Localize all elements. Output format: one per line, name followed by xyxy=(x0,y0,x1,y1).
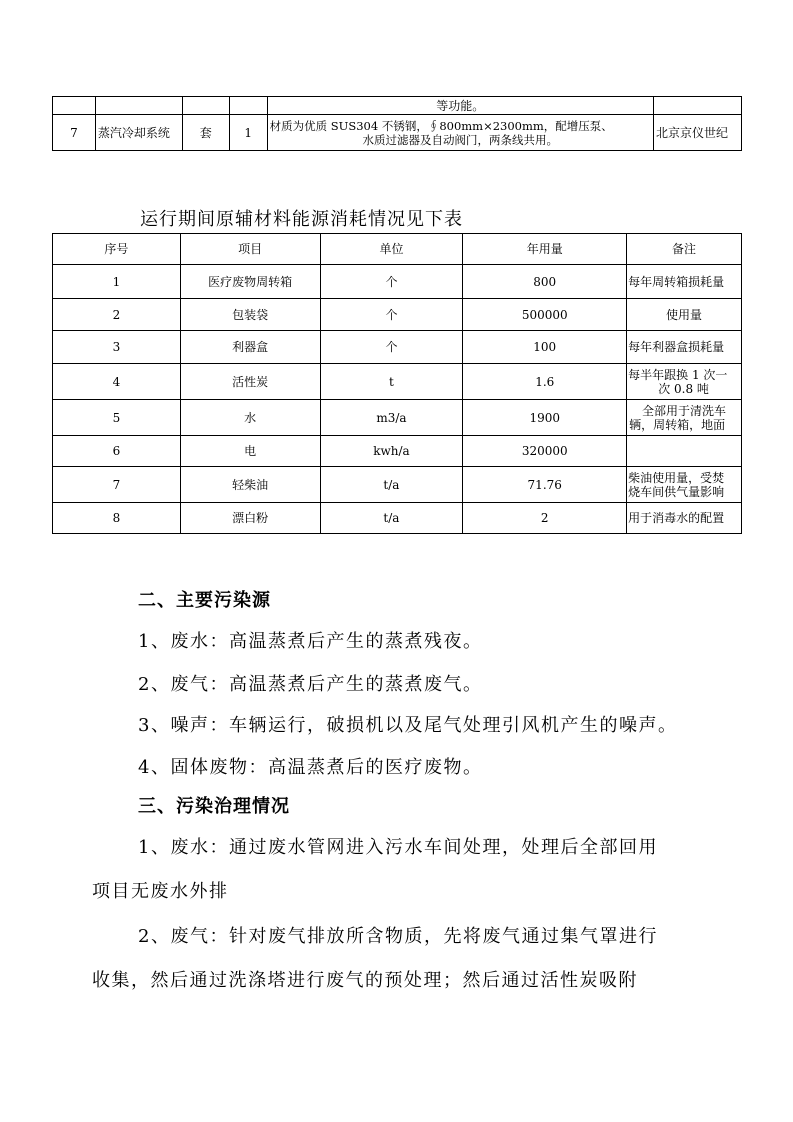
cell xyxy=(182,97,229,115)
cell-unit: m3/a xyxy=(320,400,463,436)
cell-unit: 个 xyxy=(320,299,463,331)
note-line: 每半年跟换 1 次一 xyxy=(628,367,728,382)
cell xyxy=(654,97,742,115)
cell-note xyxy=(627,331,742,364)
note-line: 使用量 xyxy=(666,307,703,322)
table-row xyxy=(53,265,742,299)
cell-amount: 2 xyxy=(463,503,627,534)
note-line: 柴油使用量，受焚 xyxy=(628,470,725,485)
paragraph: 2、废气：针对废气排放所含物质，先将废气通过集气罩进行 xyxy=(138,926,658,947)
cell-item: 电 xyxy=(180,436,320,467)
paragraph: 4、固体废物：高温蒸煮后的医疗废物。 xyxy=(138,757,483,778)
header-note: 备注 xyxy=(627,234,742,265)
cell-unit: t/a xyxy=(320,467,463,503)
note-line: 次 0.8 吨 xyxy=(658,381,709,396)
cell-note xyxy=(627,364,742,400)
cell-desc xyxy=(267,115,653,151)
cell-unit: t/a xyxy=(320,503,463,534)
cell-unit: kwh/a xyxy=(320,436,463,467)
table-row xyxy=(53,436,742,467)
cell-note xyxy=(627,503,742,534)
table-row xyxy=(53,503,742,534)
header-amount: 年用量 xyxy=(463,234,627,265)
paragraph: 项目无废水外排 xyxy=(92,881,229,902)
cell-no: 6 xyxy=(53,436,181,467)
desc-line: 水质过滤器及自动阀门，两条线共用。 xyxy=(362,132,559,147)
cell-note xyxy=(627,436,742,467)
header-row xyxy=(53,234,742,265)
note-line: 每年周转箱损耗量 xyxy=(628,274,725,289)
cell-unit: 套 xyxy=(182,115,229,151)
cell-amount: 1900 xyxy=(463,400,627,436)
table-caption: 运行期间原辅材料能源消耗情况见下表 xyxy=(140,209,463,230)
header-no: 序号 xyxy=(53,234,181,265)
cell-item: 医疗废物周转箱 xyxy=(180,265,320,299)
cell-item: 活性炭 xyxy=(180,364,320,400)
cell-qty: 1 xyxy=(229,115,267,151)
paragraph: 1、废水：通过废水管网进入污水车间处理，处理后全部回用 xyxy=(138,837,658,858)
cell-note xyxy=(627,265,742,299)
cell xyxy=(95,97,182,115)
cell xyxy=(53,97,96,115)
cell-note xyxy=(627,299,742,331)
cell-note xyxy=(627,400,742,436)
note-line: 烧车间供气量影响 xyxy=(628,484,725,499)
header-unit: 单位 xyxy=(320,234,463,265)
cell-item: 漂白粉 xyxy=(180,503,320,534)
cell-unit: 个 xyxy=(320,265,463,299)
cell-amount: 800 xyxy=(463,265,627,299)
cell-unit: t xyxy=(320,364,463,400)
paragraph: 收集，然后通过洗涤塔进行废气的预处理；然后通过活性炭吸附 xyxy=(92,970,638,991)
desc-line: 材质为优质 SUS304 不锈钢，∮800mm×2300mm，配增压泵、 xyxy=(269,118,613,133)
table-row xyxy=(53,331,742,364)
cell-no: 3 xyxy=(53,331,181,364)
cell-amount: 100 xyxy=(463,331,627,364)
cell-no: 1 xyxy=(53,265,181,299)
cell-no: 7 xyxy=(53,467,181,503)
note-line: 用于消毒水的配置 xyxy=(628,511,725,525)
paragraph: 2、废气：高温蒸煮后产生的蒸煮废气。 xyxy=(138,674,483,695)
note-line: 每年利器盒损耗量 xyxy=(628,340,725,354)
cell xyxy=(229,97,267,115)
table-row xyxy=(53,467,742,503)
cell-no: 7 xyxy=(53,115,96,151)
table-row xyxy=(53,299,742,331)
cell-amount: 71.76 xyxy=(463,467,627,503)
table-row xyxy=(53,364,742,400)
cell-name: 蒸汽冷却系统 xyxy=(95,115,182,151)
cell-supplier: 北京京仪世纪 xyxy=(654,115,742,151)
cell-item: 包装袋 xyxy=(180,299,320,331)
table-row xyxy=(53,400,742,436)
section-heading: 三、污染治理情况 xyxy=(138,796,290,817)
cell-amount: 500000 xyxy=(463,299,627,331)
note-line: 全部用于清洗车 xyxy=(642,403,727,418)
cell-amount: 320000 xyxy=(463,436,627,467)
paragraph: 1、废水：高温蒸煮后产生的蒸煮残夜。 xyxy=(138,631,483,652)
cell-unit: 个 xyxy=(320,331,463,364)
cell-amount: 1.6 xyxy=(463,364,627,400)
cell-item: 轻柴油 xyxy=(180,467,320,503)
section-heading: 二、主要污染源 xyxy=(138,590,271,611)
table-row xyxy=(53,115,742,151)
cell-note xyxy=(627,467,742,503)
cell-no: 4 xyxy=(53,364,181,400)
cell-desc: 等功能。 xyxy=(267,97,653,115)
table-row xyxy=(53,97,742,115)
cell-no: 5 xyxy=(53,400,181,436)
cell-no: 2 xyxy=(53,299,181,331)
cell-item: 利器盒 xyxy=(180,331,320,364)
materials-table xyxy=(52,233,742,534)
note-line: 辆，周转箱，地面 xyxy=(629,417,726,432)
cell-no: 8 xyxy=(53,503,181,534)
equipment-table xyxy=(52,96,742,151)
paragraph: 3、噪声：车辆运行，破损机以及尾气处理引风机产生的噪声。 xyxy=(138,715,678,736)
cell-item: 水 xyxy=(180,400,320,436)
header-item: 项目 xyxy=(180,234,320,265)
